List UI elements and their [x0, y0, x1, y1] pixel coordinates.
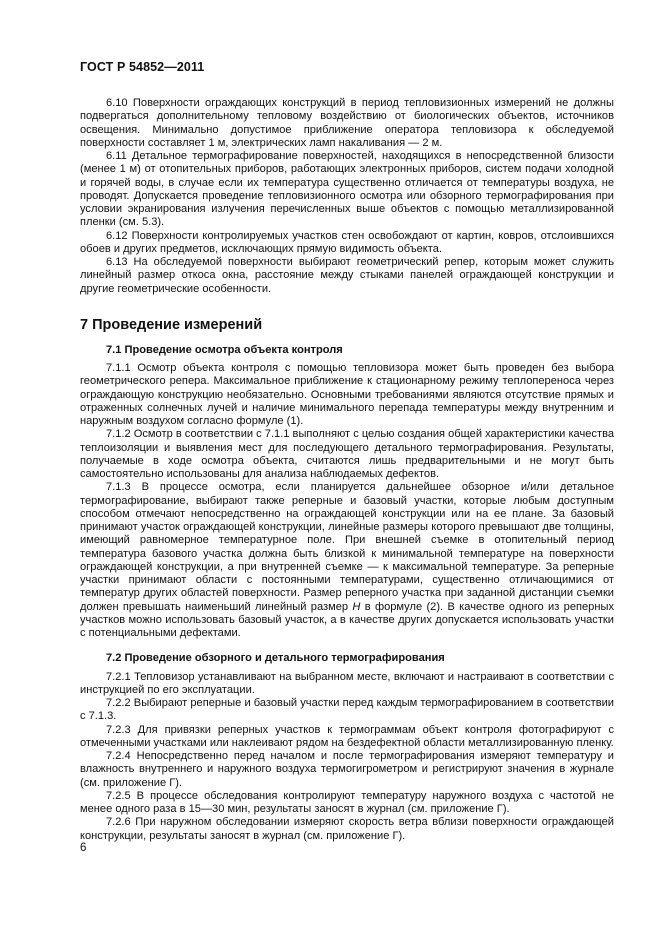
- paragraph-7-2-6: 7.2.6 При наружном обследовании измеряют скорость ветра вблизи поверхности ограждающей конструкции, результаты заносят в журнал (см. приложение Г).: [80, 816, 614, 842]
- paragraph-7-2-4: 7.2.4 Непосредственно перед началом и после термографирования измеряют температуру и влажность внутреннего и наружного воздуха термогигрометром и регистрируют значения в журнале (см. приложение Г).: [80, 750, 614, 789]
- paragraph-7-1-3: [80, 481, 614, 640]
- paragraph-6-13: 6.13 На обследуемой поверхности выбирают геометрический репер, которым может служить линейный размер откоса окна, расстояние между стыками панелей ограждающей конструкции и другие геометрические особенности.: [80, 256, 614, 295]
- paragraph-7-1-3-part-a: 7.1.3 В процессе осмотра, если планируется дальнейшее обзорное и/или детальное термографирование, выбирают также реперные и базовый участки, которые любым доступным способом отмечают непосредственно на ограждающей конструкции или на ее плане. За базовый принимают участок ограждающей конструкции, линейные размеры которого превышают две толщины, имеющий равномерное температурное поле. При внешней съемке в отопительный период температура базового участка должна быть близкой к минимальной температуре на поверхности ограждающей конструкции, а при внутренней съемке — к максимальной температуре. За реперные участки принимают области с постоянными температурами, существенно отличающимися от температур других областей поверхности. Размер реперного участка при заданной дистанции съемки должен превышать наименьший линейный размер: [80, 481, 614, 613]
- paragraph-7-2-3: 7.2.3 Для привязки реперных участков к термограммам объект контроля фотографируют с отмеченными участками или наклеивают рядом на бездефектной области металлизированную пленку.: [80, 723, 614, 749]
- page-content: [80, 97, 614, 843]
- paragraph-6-12: 6.12 Поверхности контролируемых участков стен освобождают от картин, ковров, отслоившихся обоев и других предметов, исключающих прямую видимость объекта.: [80, 229, 614, 255]
- paragraph-7-2-1: 7.2.1 Тепловизор устанавливают на выбранном месте, включают и настраивают в соответствии с инструкцией по его эксплуатации.: [80, 670, 614, 696]
- paragraph-7-1-2: 7.1.2 Осмотр в соответствии с 7.1.1 выполняют с целью создания общей характеристики качества теплоизоляции и выявления мест для последующего детального термографирования. Результаты, получаемые в ходе осмотра объекта, считаются лишь предварительными и не могут быть самостоятельно использованы для анализа наблюдаемых дефектов.: [80, 428, 615, 480]
- paragraph-7-2-2: 7.2.2 Выбирают реперные и базовый участки перед каждым термографированием в соответствии с 7.1.3.: [80, 697, 614, 723]
- document-code-header: ГОСТ Р 54852—2011: [80, 60, 205, 74]
- paragraph-6-11: 6.11 Детальное термографирование поверхностей, находящихся в непосредственной близости (менее 1 м) от отопительных приборов, работающих электронных приборов, систем подачи холодной и горячей воды, в случае если их температура существенно отличается от температуры воздуха, не проводят. Допускается проведение тепловизионного осмотра или обзорного термографирования при условии экранирования излучения перечисленных выше объектов с помощью металлизированной пленки (см. 5.3).: [80, 150, 614, 229]
- paragraph-6-10: 6.10 Поверхности ограждающих конструкций в период тепловизионных измерений не должны подвергаться дополнительному тепловому воздействию от биологических объектов, источников освещения. Минимально допустимое приближение оператора тепловизора к обследуемой поверхности составляет 1 м, электрических ламп накаливания — 2 м.: [80, 97, 614, 149]
- subsection-7-2-title: 7.2 Проведение обзорного и детального термографирования: [106, 652, 445, 665]
- variable-h: H: [352, 600, 361, 613]
- paragraph-7-1-1: 7.1.1 Осмотр объекта контроля с помощью тепловизора может быть проведен без выбора геометрического репера. Максимальное приближение к стационарному режиму теплопереноса через ограждающую конструкцию необязательно. Основными требованиями являются отсутствие прямых и отраженных солнечных лучей и наличие минимального перепада температуры между внутренним и наружным воздухом согласно формуле (1).: [80, 362, 614, 427]
- subsection-7-1-title: 7.1 Проведение осмотра объекта контроля: [106, 343, 343, 356]
- section-7-title: 7 Проведение измерений: [80, 316, 263, 333]
- paragraph-7-1-3-part-b: в формуле (2). В качестве одного из реперных участков можно использовать базовый участок, а в качестве других допускается использовать участки с потенциальными дефектами.: [80, 600, 614, 639]
- page-number: 6: [80, 842, 87, 854]
- paragraph-7-2-5: 7.2.5 В процессе обследования контролируют температуру наружного воздуха с частотой не менее одного раза в 15—30 мин, результаты заносят в журнал (см. приложение Г).: [80, 789, 614, 815]
